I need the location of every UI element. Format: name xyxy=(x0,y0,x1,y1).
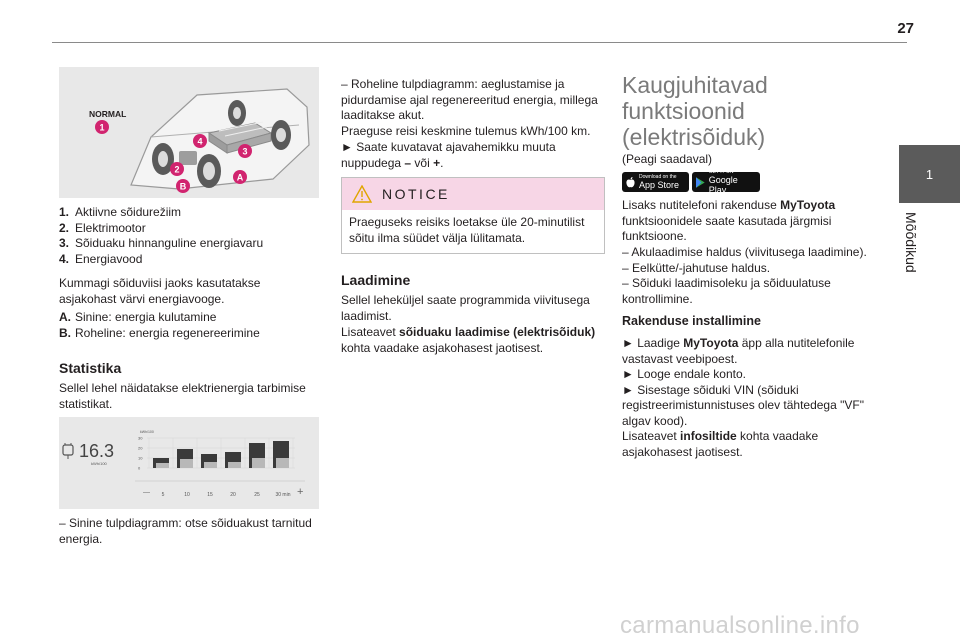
y-tick-label: 20 xyxy=(138,445,143,451)
feature-item: – Akulaadimise haldus (viivitusega laadimine). xyxy=(622,245,867,259)
svg-text:B: B xyxy=(179,181,187,192)
app-store-badge[interactable]: Download on the App Store xyxy=(622,172,689,192)
laadimine-reference: Lisateavet sõiduaku laadimise (elektrisõiduk) kohta vaadake asjakohasest jaotisest. xyxy=(341,325,596,355)
laadimine-body: Sellel leheküljel saate programmida viivitusega laadimist. xyxy=(341,293,590,323)
legend-item: 3. Sõiduaku hinnanguline energiavaru xyxy=(59,236,264,250)
install-heading: Rakenduse installimine xyxy=(622,314,761,328)
x-tick-label: 15 xyxy=(207,492,213,498)
marker-B xyxy=(176,179,190,193)
regen-bar xyxy=(228,462,241,468)
watermark: carmanualsonline.info xyxy=(620,612,860,639)
legend-letters xyxy=(59,310,321,341)
plug-icon xyxy=(63,443,73,459)
x-tick-label: 25 xyxy=(254,492,260,498)
svg-text:1: 1 xyxy=(99,122,105,133)
chapter-title xyxy=(903,212,925,292)
apple-icon xyxy=(626,177,635,188)
warning-icon xyxy=(352,185,372,203)
info-reference: Lisateavet infosiltide kohta vaadake asjakohasest jaotisest. xyxy=(622,429,819,459)
notice-label: NOTICE xyxy=(382,186,450,202)
section-title: Kaugjuhitavad funktsioonid (elektrisõiduk) xyxy=(622,72,768,150)
notice-header xyxy=(342,178,604,210)
marker-A xyxy=(233,170,247,184)
legend-item: 1. Aktiivne sõidurežiim xyxy=(59,205,182,219)
x-axis-ticks xyxy=(162,492,291,498)
mode-label: NORMAL xyxy=(89,109,127,119)
consumption-unit: kWh/100 xyxy=(91,461,107,466)
blue-chart-text: – Sinine tulpdiagramm: otse sõiduakust tarnitud energia. xyxy=(59,516,312,546)
legend-item: 2. Elektrimootor xyxy=(59,220,146,235)
laadimine-heading: Laadimine xyxy=(341,272,411,288)
marker-3 xyxy=(238,144,252,158)
y-axis-ticks xyxy=(138,436,143,471)
svg-text:2: 2 xyxy=(174,164,180,175)
change-period-text: ► Saate kuvatavat ajavahemikku muuta nuppudega – või +. xyxy=(341,140,556,170)
legend-item: B. Roheline: energia regenereerimine xyxy=(59,325,260,340)
y-axis-unit: kWh/100 xyxy=(140,430,154,434)
header-rule xyxy=(52,42,907,43)
x-tick-label: 10 xyxy=(184,492,190,498)
legend-item: A. Sinine: energia kulutamine xyxy=(59,310,217,324)
remote-intro: Lisaks nutitelefoni rakenduse MyToyota funktsioonidele saate kasutada järgmisi funktsioone. xyxy=(622,198,836,243)
consumption-stats-figure xyxy=(59,417,319,509)
consumption-value: 16.3 xyxy=(79,441,115,461)
regen-bar xyxy=(156,463,169,468)
energy-flow-intro: Kummagi sõiduviisi jaoks kasutatakse asjakohast värvi energiavooge. xyxy=(59,276,261,306)
average-text: Praeguse reisi keskmine tulemus kWh/100 km. xyxy=(341,124,591,138)
chart-grid xyxy=(147,438,295,468)
google-play-badge[interactable]: GET IT ON Google Play xyxy=(692,172,760,192)
legend-item: 4. Energiavood xyxy=(59,251,143,266)
notice-body: Praeguseks reisiks loetakse üle 20-minutilist sõitu ilma süüdet välja lülitamata. xyxy=(349,215,585,245)
legend-numbers xyxy=(59,205,321,267)
chapter-title-text: Mõõdikud xyxy=(903,212,919,273)
green-chart-text: – Roheline tulpdiagramm: aeglustamise ja pidurdamise ajal regenereeritud energia, millega laaditakse akut. xyxy=(341,77,598,122)
svg-text:4: 4 xyxy=(197,136,203,147)
regen-bar xyxy=(276,458,289,468)
y-tick-label: 30 xyxy=(138,435,143,441)
chapter-tab-number: 1 xyxy=(925,166,934,182)
svg-text:A: A xyxy=(236,172,244,183)
marker-2 xyxy=(170,162,184,176)
stats-screen xyxy=(59,417,319,509)
regen-bar xyxy=(204,462,217,468)
y-tick-label: 10 xyxy=(138,455,143,461)
period-plus-button[interactable]: + xyxy=(297,486,304,498)
car-energy-figure xyxy=(59,67,319,198)
availability-note: (Peagi saadaval) xyxy=(622,152,713,166)
feature-item: – Sõiduki laadimisoleku ja sõiduulatuse kontrollimine. xyxy=(622,276,831,306)
car-energy-illustration xyxy=(59,67,319,198)
marker-4 xyxy=(193,134,207,148)
install-step: ► Looge endale konto. xyxy=(622,367,746,381)
svg-text:3: 3 xyxy=(242,146,248,157)
page-number: 27 xyxy=(897,20,914,37)
y-tick-label: 0 xyxy=(138,465,141,471)
motor-icon xyxy=(179,151,197,165)
x-tick-label: 20 xyxy=(230,492,236,498)
notice-box xyxy=(341,177,605,254)
install-step: ► Laadige MyToyota äpp alla nutitelefonile vastavast veebipoest. xyxy=(622,336,855,366)
statistika-heading: Statistika xyxy=(59,360,122,376)
feature-item: – Eelkütte/-jahutuse haldus. xyxy=(622,260,771,275)
google-play-icon xyxy=(696,177,705,188)
install-step: ► Sisestage sõiduki VIN (sõiduki registreerimistunnistuses olev tähtedega "VF" algav kood). xyxy=(622,382,864,428)
period-minus-button[interactable]: — xyxy=(143,489,150,496)
regen-bar xyxy=(180,459,193,468)
regen-bar xyxy=(252,458,265,468)
x-tick-label: 5 xyxy=(161,492,165,498)
install-steps xyxy=(622,336,886,460)
statistika-body: Sellel lehel näidatakse elektrienergia tarbimise statistikat. xyxy=(59,381,306,411)
x-tick-label: 30 min xyxy=(275,492,291,498)
feature-list xyxy=(622,245,886,307)
marker-1 xyxy=(95,120,109,134)
chapter-tab[interactable] xyxy=(899,145,960,203)
